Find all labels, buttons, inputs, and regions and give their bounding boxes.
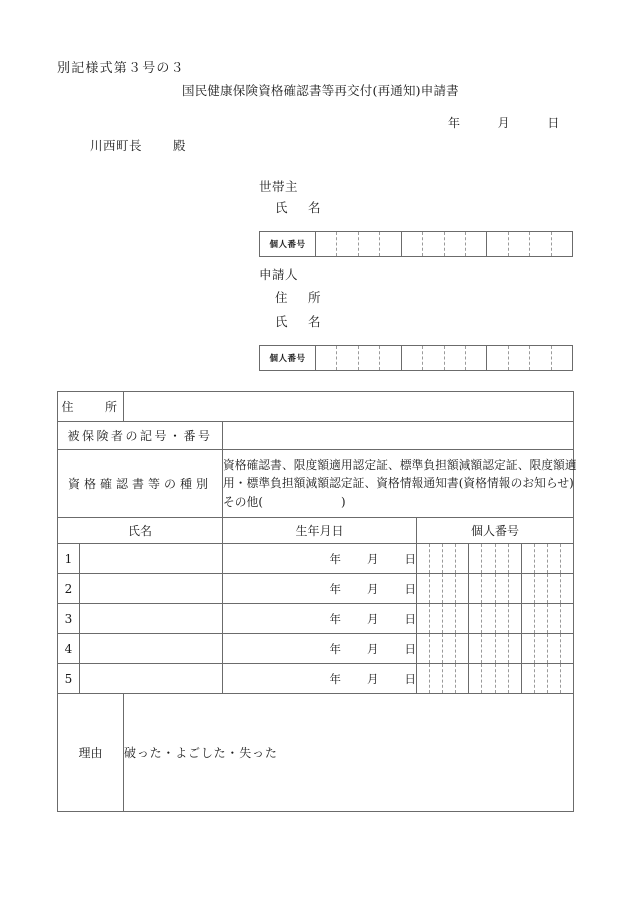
- householder-section-label: 世帯主: [259, 179, 299, 194]
- mynumber-cell[interactable]: [522, 664, 534, 693]
- mynumber-cell[interactable]: [560, 634, 573, 663]
- mynumber-cell[interactable]: [547, 604, 560, 633]
- applicant-name-label-char2: 名: [308, 314, 322, 329]
- mynumber-group: [521, 544, 573, 573]
- applicant-address-label-char2: 所: [308, 290, 322, 305]
- mynumber-cell[interactable]: [358, 232, 379, 256]
- birth-day-label: 日: [404, 671, 417, 686]
- table-row: [58, 634, 574, 664]
- mynumber-cell[interactable]: [417, 544, 429, 573]
- row-mynumber-input[interactable]: [417, 664, 574, 694]
- mynumber-cell[interactable]: [522, 544, 534, 573]
- mynumber-cell[interactable]: [560, 544, 573, 573]
- mynumber-cell[interactable]: [444, 232, 465, 256]
- form-number: 別記様式第３号の３: [57, 61, 185, 76]
- mynumber-cell[interactable]: [417, 604, 429, 633]
- insured-symbol-label: 被保険者の記号・番号: [58, 422, 223, 450]
- mynumber-cell[interactable]: [316, 232, 336, 256]
- row-number: 4: [58, 634, 80, 664]
- mynumber-group: [468, 544, 520, 573]
- birth-year-label: 年: [329, 581, 342, 596]
- mynumber-group: [417, 544, 468, 573]
- mynumber-cell[interactable]: [455, 544, 468, 573]
- address-row-label: 住 所: [58, 392, 124, 422]
- mynumber-cell[interactable]: [560, 604, 573, 633]
- mynumber-cell[interactable]: [495, 634, 508, 663]
- mynumber-group: [521, 634, 573, 663]
- mynumber-cell[interactable]: [469, 664, 481, 693]
- birth-month-label: 月: [367, 581, 379, 596]
- mynumber-cell[interactable]: [455, 664, 468, 693]
- birth-day-label: 日: [404, 611, 417, 626]
- mynumber-cell[interactable]: [417, 574, 429, 603]
- birth-month-label: 月: [367, 551, 379, 566]
- table-row-insured-symbol: [58, 422, 574, 450]
- mynumber-cell[interactable]: [487, 232, 507, 256]
- table-row: [58, 664, 574, 694]
- mynumber-cell[interactable]: [508, 544, 521, 573]
- mynumber-cell[interactable]: [379, 346, 400, 370]
- mynumber-group: [417, 664, 468, 693]
- mynumber-cell[interactable]: [534, 664, 547, 693]
- table-row-certificate-type: [58, 450, 574, 518]
- row-number: 5: [58, 664, 80, 694]
- mynumber-cell[interactable]: [481, 544, 494, 573]
- mynumber-cell[interactable]: [495, 544, 508, 573]
- row-mynumber-input[interactable]: [417, 574, 574, 604]
- mynumber-cell[interactable]: [469, 634, 481, 663]
- row-birthdate-input[interactable]: [223, 634, 417, 664]
- birth-year-label: 年: [329, 671, 342, 686]
- mynumber-cell[interactable]: [417, 634, 429, 663]
- addressee-line: [90, 136, 186, 154]
- mynumber-cell[interactable]: [379, 232, 400, 256]
- application-details-table: [57, 391, 577, 812]
- certificate-type-label: 資格確認書等の種別: [58, 450, 223, 518]
- row-number: 1: [58, 544, 80, 574]
- mynumber-cell[interactable]: [316, 346, 336, 370]
- table-row: [58, 574, 574, 604]
- applicant-mynumber-box[interactable]: [259, 345, 573, 371]
- mynumber-cell[interactable]: [455, 604, 468, 633]
- mynumber-cell[interactable]: [534, 634, 547, 663]
- householder-name-label-char1: 氏: [275, 200, 289, 215]
- applicant-section-label: 申請人: [259, 267, 299, 282]
- birth-year-label: 年: [329, 611, 342, 626]
- mynumber-cell[interactable]: [469, 604, 481, 633]
- mynumber-group: [486, 232, 572, 256]
- mynumber-cell[interactable]: [547, 634, 560, 663]
- mynumber-cell[interactable]: [495, 664, 508, 693]
- mynumber-cell[interactable]: [417, 664, 429, 693]
- mynumber-cell[interactable]: [522, 574, 534, 603]
- mynumber-cell[interactable]: [522, 604, 534, 633]
- mynumber-group: [417, 574, 468, 603]
- applicant-mynumber-label: 個人番号: [260, 346, 316, 370]
- certificate-type-line-2: 用・標準負担額減額認定証、資格情報通知書(資格情報のお知らせ): [223, 476, 574, 491]
- mynumber-group: [468, 574, 520, 603]
- mynumber-group: [316, 346, 401, 370]
- table-row: [58, 544, 574, 574]
- mynumber-cell[interactable]: [402, 232, 422, 256]
- mynumber-cell[interactable]: [508, 604, 521, 633]
- row-mynumber-input[interactable]: [417, 604, 574, 634]
- mynumber-cell[interactable]: [529, 232, 550, 256]
- mynumber-cell[interactable]: [534, 544, 547, 573]
- mynumber-cell[interactable]: [442, 664, 455, 693]
- date-year-label: 年: [448, 116, 461, 130]
- mynumber-cell[interactable]: [508, 634, 521, 663]
- birth-month-label: 月: [367, 611, 379, 626]
- mynumber-cell[interactable]: [465, 232, 486, 256]
- reason-label: 理由: [58, 694, 124, 812]
- mynumber-cell[interactable]: [481, 604, 494, 633]
- householder-name-label: [275, 198, 321, 216]
- birth-day-label: 日: [404, 581, 417, 596]
- mynumber-cell[interactable]: [560, 664, 573, 693]
- row-name-input[interactable]: [80, 544, 223, 574]
- mynumber-cell[interactable]: [469, 544, 481, 573]
- document-title: 国民健康保険資格確認書等再交付(再通知)申請書: [182, 83, 459, 98]
- column-header-name: 氏名: [58, 518, 223, 544]
- row-name-input[interactable]: [80, 574, 223, 604]
- mynumber-cell[interactable]: [429, 634, 442, 663]
- mynumber-group: [468, 604, 520, 633]
- mynumber-cell[interactable]: [534, 604, 547, 633]
- birth-year-label: 年: [329, 641, 342, 656]
- mynumber-cell[interactable]: [442, 604, 455, 633]
- mynumber-cell[interactable]: [508, 346, 529, 370]
- birth-month-label: 月: [367, 641, 379, 656]
- mynumber-cell[interactable]: [547, 574, 560, 603]
- mynumber-cell[interactable]: [495, 574, 508, 603]
- mynumber-cell[interactable]: [551, 346, 572, 370]
- mynumber-cell[interactable]: [547, 544, 560, 573]
- mynumber-cell[interactable]: [547, 664, 560, 693]
- mynumber-cell[interactable]: [508, 232, 529, 256]
- mynumber-group: [521, 574, 573, 603]
- row-birthdate-input[interactable]: [223, 544, 417, 574]
- row-birthdate-input[interactable]: [223, 604, 417, 634]
- mynumber-group: [486, 346, 572, 370]
- householder-mynumber-label: 個人番号: [260, 232, 316, 256]
- mynumber-cell[interactable]: [534, 574, 547, 603]
- mynumber-cell[interactable]: [551, 232, 572, 256]
- certificate-type-line-1: 資格確認書、限度額適用認定証、標準負担額減額認定証、限度額適: [223, 458, 577, 473]
- mynumber-group: [417, 604, 468, 633]
- certificate-type-other[interactable]: [223, 493, 573, 511]
- mynumber-group: [401, 232, 487, 256]
- birth-day-label: 日: [404, 641, 417, 656]
- row-number: 2: [58, 574, 80, 604]
- mynumber-cell[interactable]: [481, 664, 494, 693]
- mynumber-cell[interactable]: [429, 544, 442, 573]
- column-header-birthdate: 生年月日: [223, 518, 417, 544]
- column-header-mynumber: 個人番号: [417, 518, 574, 544]
- mynumber-cell[interactable]: [465, 346, 486, 370]
- mynumber-cell[interactable]: [495, 604, 508, 633]
- mynumber-cell[interactable]: [429, 604, 442, 633]
- row-mynumber-input[interactable]: [417, 544, 574, 574]
- householder-name-label-char2: 名: [308, 200, 322, 215]
- mynumber-cell[interactable]: [481, 574, 494, 603]
- mynumber-cell[interactable]: [422, 232, 443, 256]
- mynumber-group: [521, 604, 573, 633]
- table-row: [58, 604, 574, 634]
- mynumber-group: [468, 664, 520, 693]
- mynumber-group: [521, 664, 573, 693]
- applicant-name-label: [275, 312, 321, 330]
- mynumber-cell[interactable]: [422, 346, 443, 370]
- mynumber-cell[interactable]: [336, 232, 357, 256]
- mynumber-cell[interactable]: [529, 346, 550, 370]
- row-name-input[interactable]: [80, 634, 223, 664]
- householder-mynumber-box[interactable]: [259, 231, 573, 257]
- mynumber-group: [468, 634, 520, 663]
- other-suffix: ): [341, 494, 346, 509]
- mynumber-group: [401, 346, 487, 370]
- insured-symbol-value[interactable]: [223, 422, 574, 450]
- mynumber-cell[interactable]: [560, 574, 573, 603]
- certificate-type-options[interactable]: [223, 450, 577, 518]
- applicant-address-label-char1: 住: [275, 290, 289, 305]
- householder-mynumber-cells[interactable]: [316, 232, 572, 256]
- date-month-label: 月: [497, 116, 510, 130]
- addressee-honorific: 殿: [172, 138, 186, 153]
- mynumber-cell[interactable]: [481, 634, 494, 663]
- table-row-address: [58, 392, 574, 422]
- mynumber-cell[interactable]: [402, 346, 422, 370]
- row-birthdate-input[interactable]: [223, 664, 417, 694]
- address-row-value[interactable]: [124, 392, 574, 422]
- mynumber-cell[interactable]: [508, 664, 521, 693]
- row-name-input[interactable]: [80, 664, 223, 694]
- mynumber-cell[interactable]: [442, 574, 455, 603]
- addressee-office: 川西町長: [90, 138, 143, 153]
- mynumber-cell[interactable]: [487, 346, 507, 370]
- row-number: 3: [58, 604, 80, 634]
- reason-options[interactable]: 破った・よごした・失った: [124, 694, 574, 812]
- other-prefix: その他(: [223, 494, 264, 509]
- row-mynumber-input[interactable]: [417, 634, 574, 664]
- date-day-label: 日: [547, 116, 560, 130]
- mynumber-cell[interactable]: [469, 574, 481, 603]
- mynumber-cell[interactable]: [444, 346, 465, 370]
- table-header-row: [58, 518, 574, 544]
- mynumber-cell[interactable]: [442, 634, 455, 663]
- mynumber-cell[interactable]: [442, 544, 455, 573]
- mynumber-cell[interactable]: [522, 634, 534, 663]
- mynumber-cell[interactable]: [455, 574, 468, 603]
- birth-month-label: 月: [367, 671, 379, 686]
- applicant-name-label-char1: 氏: [275, 314, 289, 329]
- table-row-reason: [58, 694, 574, 812]
- mynumber-group: [316, 232, 401, 256]
- applicant-address-label: [275, 288, 321, 306]
- row-birthdate-input[interactable]: [223, 574, 417, 604]
- birth-day-label: 日: [404, 551, 417, 566]
- mynumber-cell[interactable]: [429, 574, 442, 603]
- applicant-mynumber-cells[interactable]: [316, 346, 572, 370]
- mynumber-group: [417, 634, 468, 663]
- birth-year-label: 年: [329, 551, 342, 566]
- mynumber-cell[interactable]: [455, 634, 468, 663]
- mynumber-cell[interactable]: [336, 346, 357, 370]
- date-entry-line: [448, 114, 559, 131]
- row-name-input[interactable]: [80, 604, 223, 634]
- mynumber-cell[interactable]: [429, 664, 442, 693]
- mynumber-cell[interactable]: [508, 574, 521, 603]
- mynumber-cell[interactable]: [358, 346, 379, 370]
